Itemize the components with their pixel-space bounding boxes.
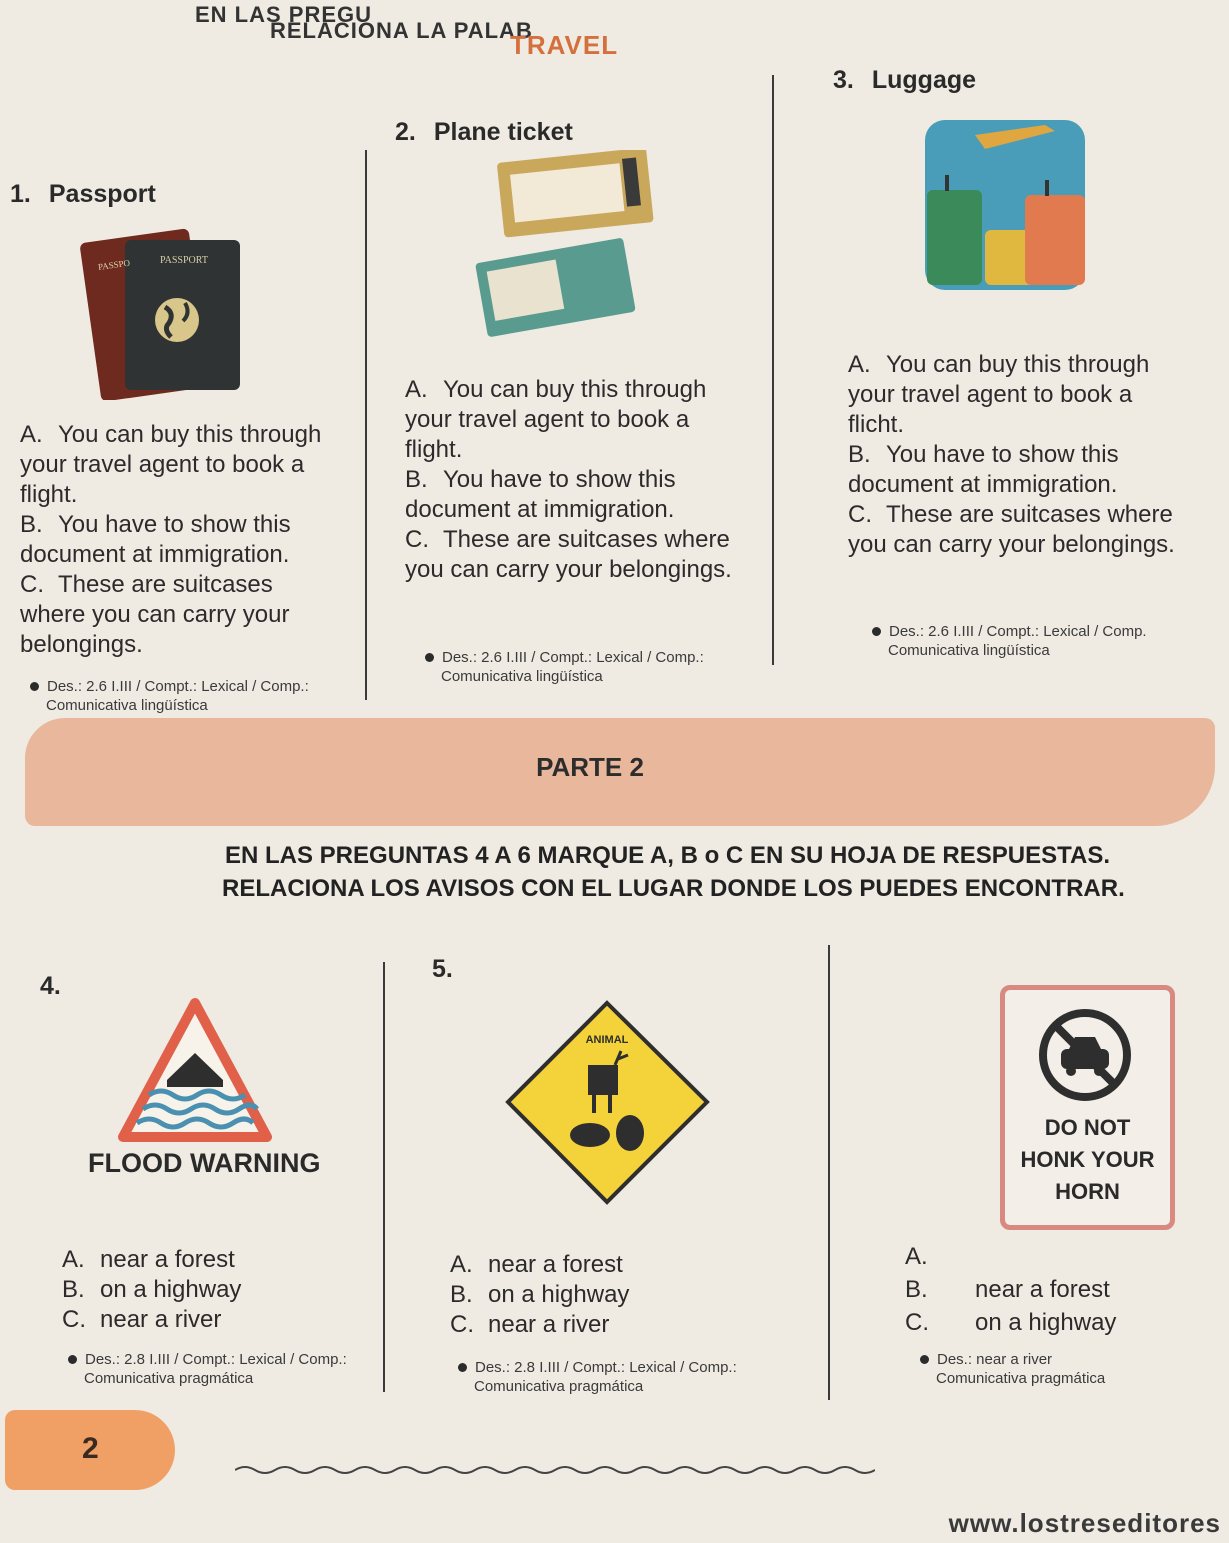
option-c: C. These are suitcases where you can carry your belongings. [20,571,290,658]
question-2-title: 2. Plane ticket [395,118,573,146]
option-a: A. [905,1243,928,1270]
question-3-options [848,350,1183,560]
option-b: B. You have to show this document at immigration. [405,466,676,523]
plane-ticket-image [470,150,660,350]
option-a: A. near a forest [62,1246,235,1273]
column-divider [383,962,385,1392]
part-2-instruction-1: EN LAS PREGUNTAS 4 A 6 MARQUE A, B o C EN SU HOJA DE RESPUESTAS. [225,842,1110,869]
question-2-options [405,375,745,585]
question-4-options [62,1245,362,1335]
section-title-travel: TRAVEL [510,30,619,60]
svg-text:PASSPORT: PASSPORT [160,255,208,266]
question-1-meta: Des.: 2.6 I.III / Compt.: Lexical / Comp.: Comunicativa lingüística [30,677,309,715]
option-c: C. These are suitcases where you can carry your belongings. [848,501,1175,558]
question-4-number: 4. [40,972,61,1000]
option-c: C. near a river [62,1306,222,1333]
option-a: A. You can buy this through your travel agent to book a flight. [405,376,707,463]
luggage-image [915,110,1095,295]
flood-warning-sign [115,995,275,1145]
question-1-options [20,420,340,660]
question-3-meta: Des.: 2.6 I.III / Compt.: Lexical / Comp. Comunicativa lingüística [872,622,1147,660]
part-2-instruction-2: RELACIONA LOS AVISOS CON EL LUGAR DONDE LOS PUEDES ENCONTRAR. [222,875,1125,902]
option-b: B. You have to show this document at immigration. [20,511,291,568]
question-2-meta: Des.: 2.6 I.III / Compt.: Lexical / Comp.: Comunicativa lingüística [425,648,704,686]
header-line-1: EN LAS PREGU [195,2,373,27]
question-5-number: 5. [432,955,453,983]
question-5-options [450,1250,780,1340]
option-c: C. on a highway [905,1309,1117,1336]
svg-text:PASSPO: PASSPO [97,257,131,273]
passport-image [60,215,260,400]
question-6-meta: Des.: near a river Comunicativa pragmática [920,1350,1105,1388]
option-a: A. You can buy this through your travel agent to book a flight. [20,421,322,508]
option-b: B. near a forest [905,1276,1110,1303]
flood-warning-label: FLOOD WARNING [88,1148,321,1178]
column-divider [772,75,774,665]
option-b: B. on a highway [62,1276,242,1303]
no-honk-icon [1035,1005,1135,1105]
question-5-meta: Des.: 2.8 I.III / Compt.: Lexical / Comp.: Comunicativa pragmática [458,1358,737,1396]
part-2-title: PARTE 2 [536,752,644,782]
question-6-options [905,1242,1205,1338]
question-4-meta: Des.: 2.8 I.III / Compt.: Lexical / Comp.: Comunicativa pragmática [68,1350,347,1388]
option-c: C. near a river [450,1311,610,1338]
page-number: 2 [82,1432,99,1465]
animal-crossing-sign [500,995,715,1210]
option-a: A. You can buy this through your travel agent to book a flicht. [848,351,1150,438]
question-1-title: 1. Passport [10,180,156,208]
column-divider [365,150,367,700]
option-b: B. You have to show this document at immigration. [848,441,1119,498]
do-not-honk-text: DO NOT HONK YOUR HORN [1020,1115,1155,1204]
option-a: A. near a forest [450,1251,623,1278]
option-c: C. These are suitcases where you can carry your belongings. [405,526,732,583]
publisher-url: www.lostreseditores [948,1508,1221,1538]
option-b: B. on a highway [450,1281,630,1308]
animal-sign-label: ANIMAL [585,1034,629,1046]
question-3-title: 3. Luggage [833,66,977,94]
decorative-wavy-line [235,1455,875,1485]
column-divider [828,945,830,1400]
header-line-2: RELACIONA LA PALAB [270,18,533,43]
